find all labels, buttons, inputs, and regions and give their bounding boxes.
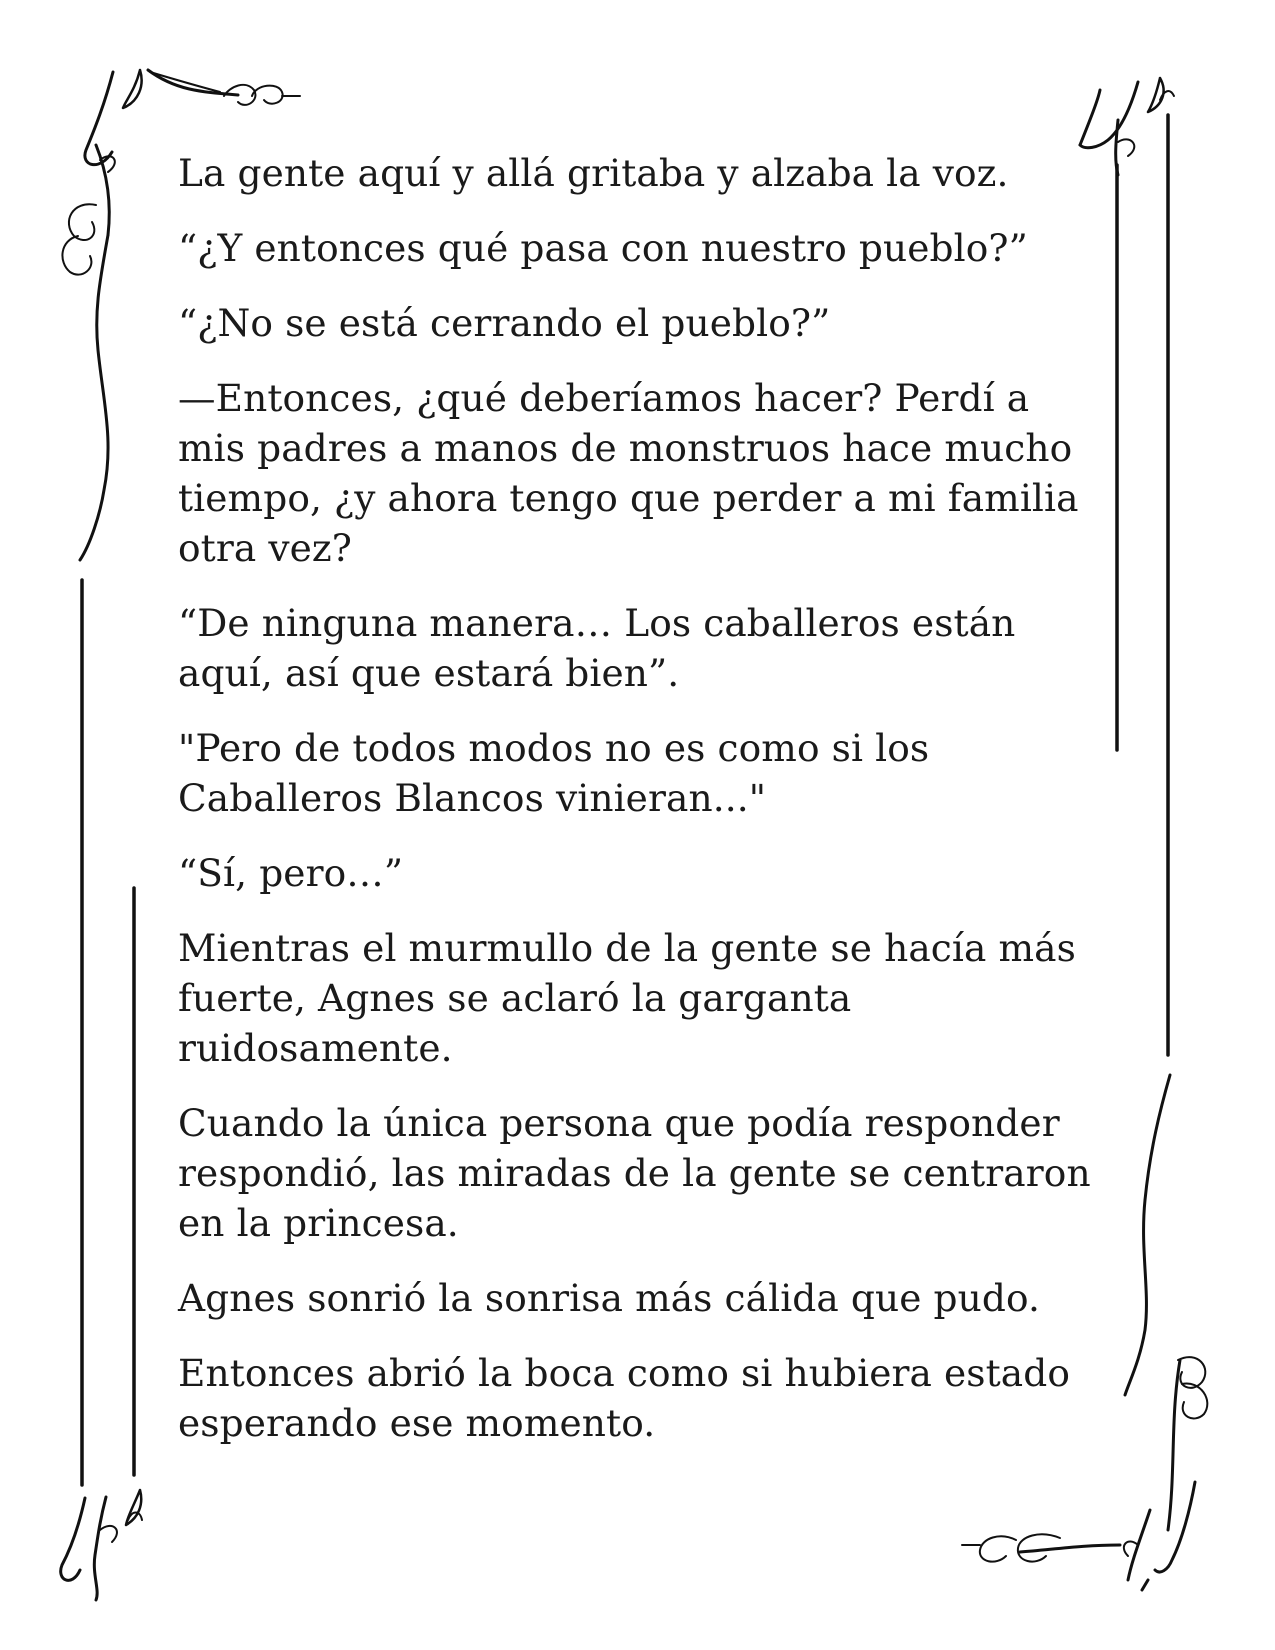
paragraph: “De ninguna manera… Los caballeros están aquí, así que estará bien”. <box>178 601 1016 695</box>
paragraph: La gente aquí y allá gritaba y alzaba la voz. <box>178 151 1009 195</box>
paragraph: Mientras el murmullo de la gente se hacía más fuerte, Agnes se aclaró la garganta ruidosamente. <box>178 926 1076 1070</box>
paragraph: Entonces abrió la boca como si hubiera estado esperando ese momento. <box>178 1351 1071 1445</box>
paragraph: “Sí, pero…” <box>178 851 404 895</box>
paragraph: “¿No se está cerrando el pueblo?” <box>178 301 831 345</box>
paragraph: “¿Y entonces qué pasa con nuestro pueblo?” <box>178 226 1028 270</box>
body-text <box>178 148 1098 1473</box>
paragraph: —Entonces, ¿qué deberíamos hacer? Perdí a mis padres a manos de monstruos hace mucho tiempo, ¿y ahora tengo que perder a mi familia otra vez? <box>178 376 1079 570</box>
paragraph: Agnes sonrió la sonrisa más cálida que pudo. <box>178 1276 1041 1320</box>
bottom-left-flourish-icon <box>61 1490 142 1600</box>
paragraph: Cuando la única persona que podía responder respondió, las miradas de la gente se centraron en la princesa. <box>178 1101 1091 1245</box>
paragraph: "Pero de todos modos no es como si los Caballeros Blancos vinieran..." <box>178 726 930 820</box>
